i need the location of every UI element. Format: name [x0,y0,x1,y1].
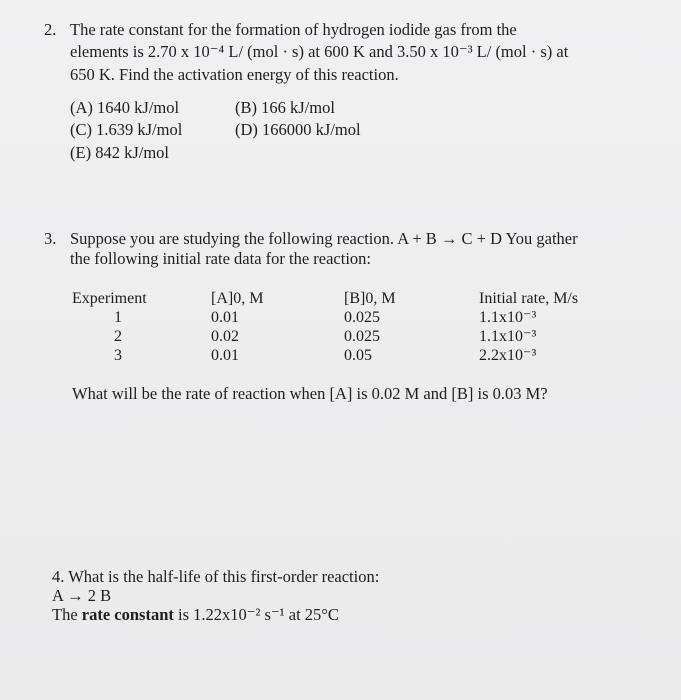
table-cell-experiment-3: 3 [114,347,122,364]
q3-question: What will be the rate of reaction when [A] is 0.02 M and [B] is 0.03 M? [72,384,548,403]
table-cell-b0-1: 0.025 [344,309,380,326]
table-cell-a0-3: 0.01 [211,347,239,364]
q2-option-e: (E) 842 kJ/mol [70,143,169,162]
table-column-a0 [211,289,263,365]
table-header-rate: Initial rate, M/s [479,290,579,307]
q4-rate-constant-bold: rate constant [81,605,174,624]
table-column-experiment [72,289,162,365]
table-cell-b0-3: 0.05 [344,347,372,364]
table-cell-experiment-2: 2 [114,328,122,345]
q3-line-1: Suppose you are studying the following reaction. A + B → C + D You gather [70,229,578,248]
table-cell-a0-2: 0.02 [211,328,239,345]
q4-line-3-suffix: is 1.22x10⁻² s⁻¹ at 25°C [173,605,339,624]
q2-line-3: 650 K. Find the activation energy of this reaction. [70,65,399,84]
q2-number: 2. [44,20,57,39]
table-column-b0 [344,289,396,365]
q2-option-b: (B) 166 kJ/mol [235,98,335,117]
table-cell-rate-3: 2.2x10⁻³ [479,347,537,364]
table-header-a0: [A]0, M [211,290,264,307]
q3-line-2: the following initial rate data for the reaction: [70,249,372,268]
q2-option-c: (C) 1.639 kJ/mol [70,120,183,139]
q3-number: 3. [44,229,57,248]
q2-option-a: (A) 1640 kJ/mol [70,98,180,117]
table-cell-rate-2: 1.1x10⁻³ [479,328,537,345]
q2-line-1: The rate constant for the formation of hydrogen iodide gas from the [70,20,517,39]
q2-line-2: elements is 2.70 x 10⁻⁴ L/ (mol · s) at 600 K and 3.50 x 10⁻³ L/ (mol · s) at [70,42,569,61]
q2-option-d: (D) 166000 kJ/mol [235,120,361,139]
table-cell-b0-2: 0.025 [344,328,380,345]
table-cell-rate-1: 1.1x10⁻³ [479,309,537,326]
table-cell-experiment-1: 1 [114,309,122,326]
q4-line-2: A → 2 B [52,586,112,605]
table-column-rate [479,289,578,365]
table-header-b0: [B]0, M [344,290,396,307]
q4-line-1: 4. What is the half-life of this first-order reaction: [52,567,380,586]
table-cell-a0-1: 0.01 [211,309,239,326]
q4-line-3 [52,605,339,625]
q4-line-3-prefix: The [52,605,82,624]
table-header-experiment: Experiment [72,290,147,307]
